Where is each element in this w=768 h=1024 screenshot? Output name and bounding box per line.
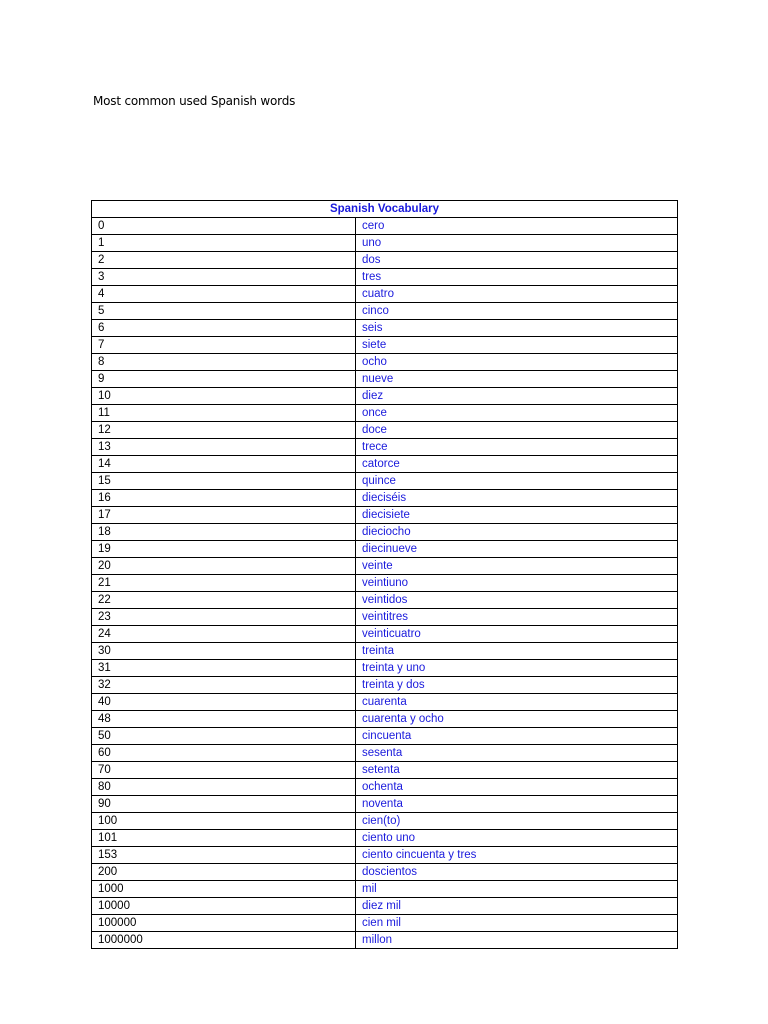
table-row <box>92 558 678 575</box>
table-row <box>92 677 678 694</box>
table-header: Spanish Vocabulary <box>92 201 678 218</box>
table-row <box>92 524 678 541</box>
spanish-word-link[interactable]: treinta y uno <box>356 660 678 677</box>
table-row <box>92 575 678 592</box>
table-row <box>92 388 678 405</box>
table-row <box>92 252 678 269</box>
table-row <box>92 473 678 490</box>
table-row <box>92 337 678 354</box>
vocabulary-table <box>91 200 678 949</box>
number-cell: 20 <box>92 558 356 575</box>
number-cell: 1000000 <box>92 932 356 949</box>
number-cell: 24 <box>92 626 356 643</box>
table-row <box>92 626 678 643</box>
spanish-word-link[interactable]: ciento cincuenta y tres <box>356 847 678 864</box>
spanish-word-link[interactable]: treinta y dos <box>356 677 678 694</box>
table-row <box>92 235 678 252</box>
spanish-word-link[interactable]: cinco <box>356 303 678 320</box>
number-cell: 7 <box>92 337 356 354</box>
number-cell: 19 <box>92 541 356 558</box>
spanish-word-link[interactable]: siete <box>356 337 678 354</box>
number-cell: 14 <box>92 456 356 473</box>
table-row <box>92 218 678 235</box>
spanish-word-link[interactable]: cuarenta <box>356 694 678 711</box>
number-cell: 15 <box>92 473 356 490</box>
table-row <box>92 898 678 915</box>
spanish-word-link[interactable]: cuatro <box>356 286 678 303</box>
table-body <box>92 218 678 949</box>
number-cell: 8 <box>92 354 356 371</box>
spanish-word-link[interactable]: cien mil <box>356 915 678 932</box>
table-row <box>92 507 678 524</box>
number-cell: 70 <box>92 762 356 779</box>
spanish-word-link[interactable]: seis <box>356 320 678 337</box>
number-cell: 10 <box>92 388 356 405</box>
number-cell: 16 <box>92 490 356 507</box>
number-cell: 80 <box>92 779 356 796</box>
spanish-word-link[interactable]: ciento uno <box>356 830 678 847</box>
table-row <box>92 881 678 898</box>
number-cell: 153 <box>92 847 356 864</box>
number-cell: 3 <box>92 269 356 286</box>
spanish-word-link[interactable]: veintitres <box>356 609 678 626</box>
number-cell: 100000 <box>92 915 356 932</box>
table-row <box>92 728 678 745</box>
table-row <box>92 779 678 796</box>
table-row <box>92 354 678 371</box>
number-cell: 12 <box>92 422 356 439</box>
table-row <box>92 660 678 677</box>
number-cell: 32 <box>92 677 356 694</box>
number-cell: 101 <box>92 830 356 847</box>
table-row <box>92 405 678 422</box>
spanish-word-link[interactable]: cincuenta <box>356 728 678 745</box>
table-row <box>92 711 678 728</box>
spanish-word-link[interactable]: tres <box>356 269 678 286</box>
spanish-word-link[interactable]: cuarenta y ocho <box>356 711 678 728</box>
spanish-word-link[interactable]: dieciséis <box>356 490 678 507</box>
table-row <box>92 796 678 813</box>
number-cell: 17 <box>92 507 356 524</box>
table-row <box>92 592 678 609</box>
number-cell: 13 <box>92 439 356 456</box>
spanish-word-link[interactable]: veinticuatro <box>356 626 678 643</box>
spanish-word-link[interactable]: catorce <box>356 456 678 473</box>
spanish-word-link[interactable]: cien(to) <box>356 813 678 830</box>
table-row <box>92 813 678 830</box>
spanish-word-link[interactable]: ochenta <box>356 779 678 796</box>
spanish-word-link[interactable]: dos <box>356 252 678 269</box>
spanish-word-link[interactable]: veintidos <box>356 592 678 609</box>
number-cell: 48 <box>92 711 356 728</box>
number-cell: 100 <box>92 813 356 830</box>
number-cell: 23 <box>92 609 356 626</box>
spanish-word-link[interactable]: setenta <box>356 762 678 779</box>
spanish-word-link[interactable]: diez mil <box>356 898 678 915</box>
number-cell: 2 <box>92 252 356 269</box>
table-row <box>92 269 678 286</box>
number-cell: 9 <box>92 371 356 388</box>
spanish-word-link[interactable]: once <box>356 405 678 422</box>
number-cell: 31 <box>92 660 356 677</box>
number-cell: 60 <box>92 745 356 762</box>
table-row <box>92 864 678 881</box>
table-row <box>92 694 678 711</box>
number-cell: 18 <box>92 524 356 541</box>
spanish-word-link[interactable]: uno <box>356 235 678 252</box>
spanish-word-link[interactable]: mil <box>356 881 678 898</box>
number-cell: 22 <box>92 592 356 609</box>
table-row <box>92 422 678 439</box>
spanish-word-link[interactable]: millon <box>356 932 678 949</box>
table-row <box>92 745 678 762</box>
table-row <box>92 762 678 779</box>
table-row <box>92 320 678 337</box>
table-row <box>92 932 678 949</box>
table-row <box>92 847 678 864</box>
number-cell: 5 <box>92 303 356 320</box>
spanish-word-link[interactable]: dieciocho <box>356 524 678 541</box>
spanish-word-link[interactable]: veintiuno <box>356 575 678 592</box>
number-cell: 10000 <box>92 898 356 915</box>
table-row <box>92 541 678 558</box>
spanish-word-link[interactable]: cero <box>356 218 678 235</box>
table-row <box>92 439 678 456</box>
number-cell: 200 <box>92 864 356 881</box>
number-cell: 11 <box>92 405 356 422</box>
spanish-word-link[interactable]: doscientos <box>356 864 678 881</box>
spanish-word-link[interactable]: nueve <box>356 371 678 388</box>
table-header-row <box>92 201 678 218</box>
number-cell: 40 <box>92 694 356 711</box>
table-row <box>92 490 678 507</box>
number-cell: 50 <box>92 728 356 745</box>
number-cell: 6 <box>92 320 356 337</box>
table-row <box>92 456 678 473</box>
number-cell: 30 <box>92 643 356 660</box>
number-cell: 1000 <box>92 881 356 898</box>
spanish-word-link[interactable]: diecinueve <box>356 541 678 558</box>
table-row <box>92 609 678 626</box>
spanish-word-link[interactable]: noventa <box>356 796 678 813</box>
spanish-word-link[interactable]: veinte <box>356 558 678 575</box>
table-row <box>92 303 678 320</box>
table-row <box>92 830 678 847</box>
spanish-word-link[interactable]: treinta <box>356 643 678 660</box>
number-cell: 4 <box>92 286 356 303</box>
number-cell: 90 <box>92 796 356 813</box>
number-cell: 21 <box>92 575 356 592</box>
spanish-word-link[interactable]: doce <box>356 422 678 439</box>
table-row <box>92 915 678 932</box>
spanish-word-link[interactable]: sesenta <box>356 745 678 762</box>
spanish-word-link[interactable]: diez <box>356 388 678 405</box>
number-cell: 1 <box>92 235 356 252</box>
document-title: Most common used Spanish words <box>93 94 296 108</box>
number-cell: 0 <box>92 218 356 235</box>
spanish-word-link[interactable]: ocho <box>356 354 678 371</box>
table-row <box>92 286 678 303</box>
spanish-word-link[interactable]: quince <box>356 473 678 490</box>
spanish-word-link[interactable]: trece <box>356 439 678 456</box>
table-row <box>92 371 678 388</box>
spanish-word-link[interactable]: diecisiete <box>356 507 678 524</box>
table-row <box>92 643 678 660</box>
